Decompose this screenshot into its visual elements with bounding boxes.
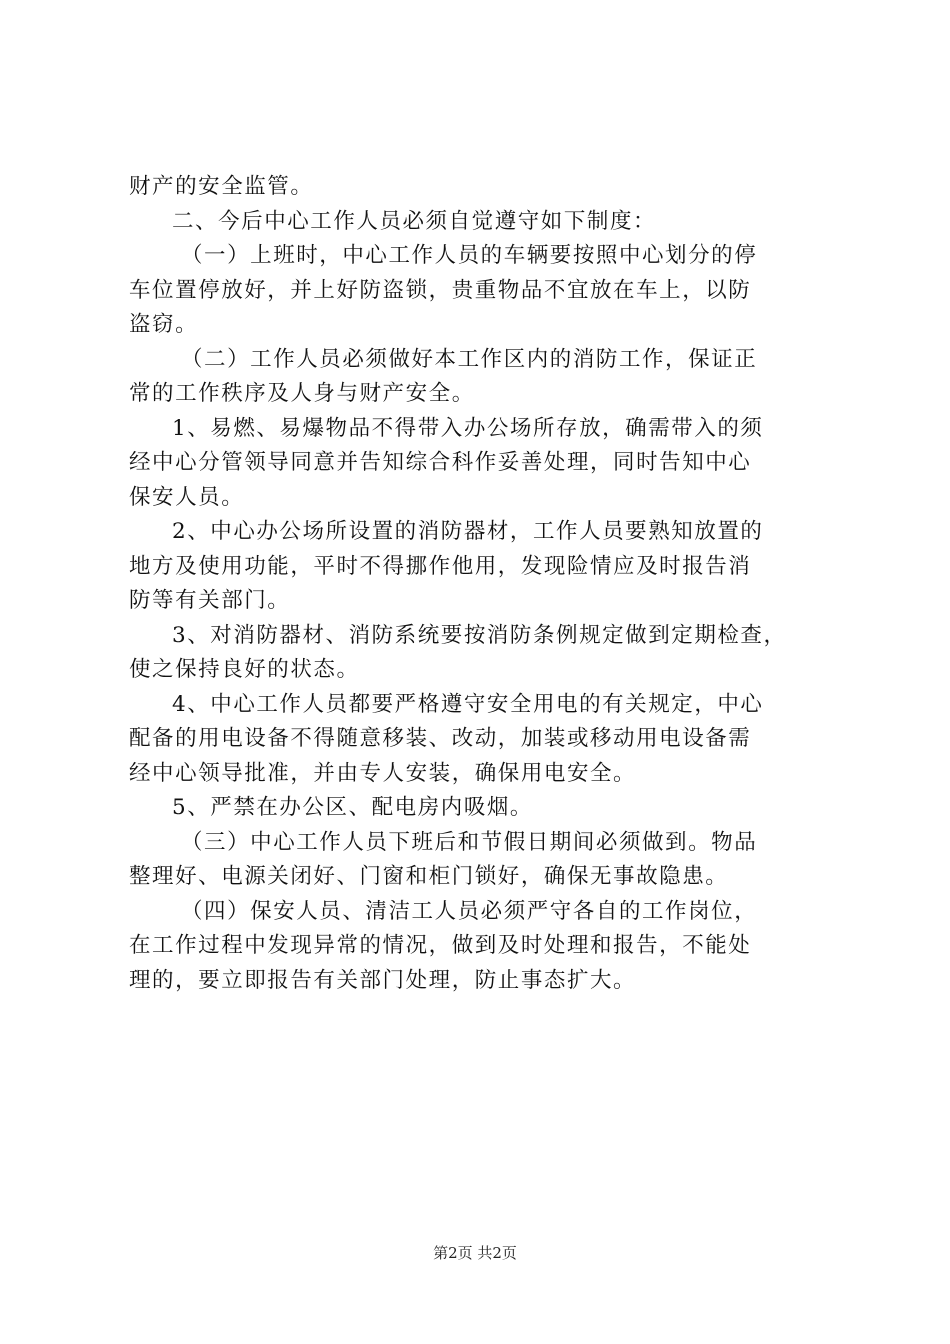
page-indicator: 第2页 共2页 — [433, 1244, 517, 1262]
paragraph-line: 3、对消防器材、消防系统要按消防条例规定做到定期检查， — [172, 622, 787, 648]
paragraph-line: 防等有关部门。 — [129, 588, 291, 613]
paragraph-line: 地方及使用功能，平时不得挪作他用，发现险情应及时报告消 — [129, 553, 752, 579]
paragraph-line: （三）中心工作人员下班后和节假日期间必须做到。物品 — [181, 829, 758, 855]
paragraph-line: 保安人员。 — [129, 484, 245, 510]
section-heading: 二、今后中心工作人员必须自觉遵守如下制度： — [172, 208, 657, 234]
paragraph-line: 常的工作秩序及人身与财产安全。 — [129, 381, 475, 406]
paragraph-line: 车位置停放好，并上好防盗锁，贵重物品不宜放在车上，以防 — [129, 277, 752, 303]
paragraph-line: 5、严禁在办公区、配电房内吸烟。 — [172, 795, 533, 820]
paragraph-line: 经中心分管领导同意并告知综合科作妥善处理，同时告知中心 — [129, 450, 752, 475]
paragraph-line: 2、中心办公场所设置的消防器材，工作人员要熟知放置的 — [172, 519, 764, 544]
paragraph-line: 整理好、电源关闭好、门窗和柜门锁好，确保无事故隐患。 — [129, 864, 729, 889]
paragraph-line: 使之保持良好的状态。 — [129, 657, 360, 682]
paragraph-line: （二）工作人员必须做好本工作区内的消防工作，保证正 — [181, 346, 758, 372]
paragraph-line: 经中心领导批准，并由专人安装，确保用电安全。 — [129, 760, 637, 786]
paragraph-line: 4、中心工作人员都要严格遵守安全用电的有关规定，中心 — [172, 691, 764, 717]
document-body — [129, 170, 829, 998]
paragraph-line: 盗窃。 — [129, 312, 199, 337]
paragraph-line: 1、易燃、易爆物品不得带入办公场所存放，确需带入的须 — [172, 415, 764, 441]
paragraph-line: 理的，要立即报告有关部门处理，防止事态扩大。 — [129, 967, 637, 993]
page-footer — [0, 1242, 950, 1263]
paragraph-line: 在工作过程中发现异常的情况，做到及时处理和报告，不能处 — [129, 933, 752, 958]
paragraph-line: 配备的用电设备不得随意移装、改动，加装或移动用电设备需 — [129, 726, 752, 751]
paragraph-line: 财产的安全监管。 — [129, 174, 314, 199]
paragraph-line: （一）上班时，中心工作人员的车辆要按照中心划分的停 — [181, 243, 758, 268]
paragraph-line: （四）保安人员、清洁工人员必须严守各自的工作岗位， — [181, 898, 758, 924]
